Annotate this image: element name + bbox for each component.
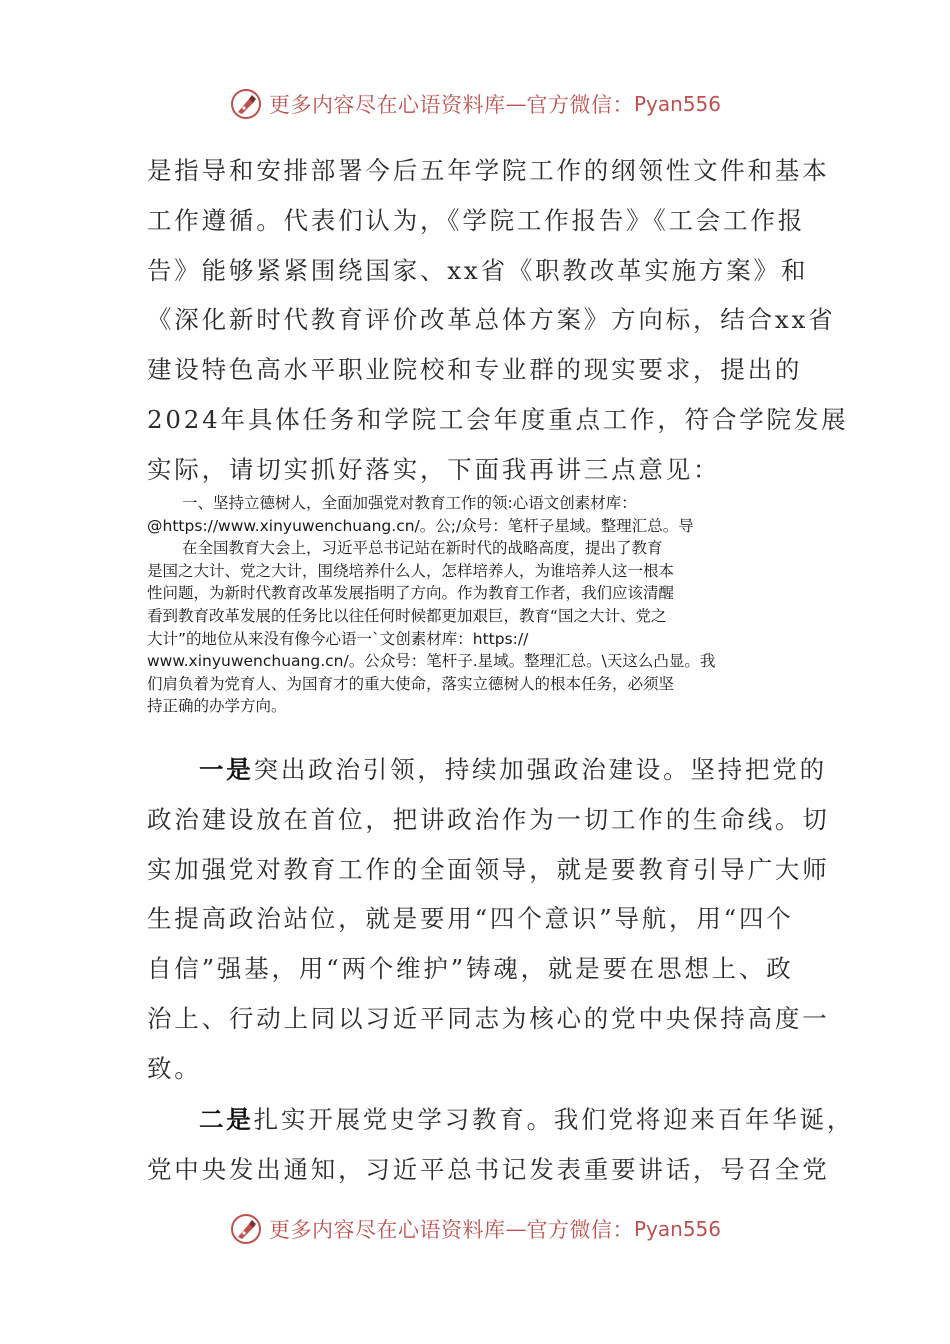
pen-nib-logo-icon [229,87,263,121]
text-line: www.xinyuwenchuang.cn/。公众号：笔杆子.星域。整理汇总。\天这么凸显。我 [147,652,716,671]
text-line: 告》能够紧紧围绕国家、xx省《职教改革实施方案》和 [147,255,809,285]
banner-text: 更多内容尽在心语资料库 [268,1218,506,1242]
text-line: 自信”强基，用“两个维护”铸魂，就是要在思想上、政 [147,954,794,984]
text-line: 持正确的办学方向。 [147,697,287,716]
text-line: 工作遵循。代表们认为，《学院工作报告》《工会工作报 [147,205,805,235]
text-line: 2024年具体任务和学院工会年度重点工作，符合学院发展 [147,404,849,434]
section-heading: 一、坚持立德树人，全面加强党对教育工作的领:心语文创素材库： [182,494,637,512]
paragraph-intro [147,146,849,495]
text-line: 是指导和安排部署今后五年学院工作的纲领性文件和基本 [147,156,830,185]
text-line [147,1095,855,1145]
text-line: 致。 [147,1053,202,1083]
pen-nib-logo-icon [229,1212,263,1246]
text-line: 大计”的地位从来没有像今心语一`文创素材库：https:// [147,629,529,648]
point-lead: 一是 [199,755,254,784]
text-line: 党中央发出通知，习近平总书记发表重要讲话，号召全党 [147,1154,830,1184]
footer-banner [0,1209,950,1249]
text-line: 生提高政治站位，就是要用“四个意识”导航，用“四个 [147,904,794,934]
text-line: 实加强党对教育工作的全面领导，就是要教育引导广大师 [147,854,830,884]
banner-separator: — [505,92,527,116]
paragraph-point-two [147,1095,855,1195]
text-line: 是国之大计、党之大计，围绕培养什么人，怎样培养人，为谁培养人这一根本 [147,561,675,580]
banner-contact-id: Pyan556 [633,92,721,116]
text-line [147,745,827,795]
text-line: 政治建设放在首位，把讲政治作为一切工作的生命线。切 [147,804,830,834]
paragraph-point-one [147,745,830,1094]
banner-contact-id: Pyan556 [633,1217,721,1241]
header-banner [0,84,950,124]
text-line: 建设特色高水平职业院校和专业群的现实要求，提出的 [147,355,803,385]
text-line: 实际，请切实抓好落实，下面我再讲三点意见： [147,454,721,484]
text-line: 在全国教育大会上，习近平总书记站在新时代的战略高度，提出了教育 [182,539,663,558]
text-line: 们肩负着为党育人、为国育才的重大使命，落实立德树人的根本任务，必须坚 [147,674,675,693]
text-line: 治上、行动上同以习近平同志为核心的党中央保持高度一 [147,1003,830,1033]
banner-text: 更多内容尽在心语资料库 [268,93,506,117]
text-run: 扎实开展党史学习教育。我们党将迎来百年华诞， [253,1105,855,1134]
text-line: 看到教育改革发展的任务比以往任何时候都更加艰巨，教育“国之大计、党之 [147,606,667,625]
point-lead: 二是 [199,1105,254,1134]
text-line: 《深化新时代教育评价改革总体方案》方向标，结合xx省 [147,305,836,335]
banner-contact-label: 官方微信： [526,1218,634,1242]
banner-contact-label: 官方微信： [526,93,634,117]
section-one-excerpt [147,492,807,718]
text-run: 突出政治引领，持续加强政治建设。坚持把党的 [253,755,827,784]
text-line: @https://www.xinyuwenchuang.cn/。公;/众号：笔杆子星域。整理汇总。导 [147,516,694,535]
banner-separator: — [505,1217,527,1241]
text-line: 性问题，为新时代教育改革发展指明了方向。作为教育工作者，我们应该清醒 [147,584,675,603]
